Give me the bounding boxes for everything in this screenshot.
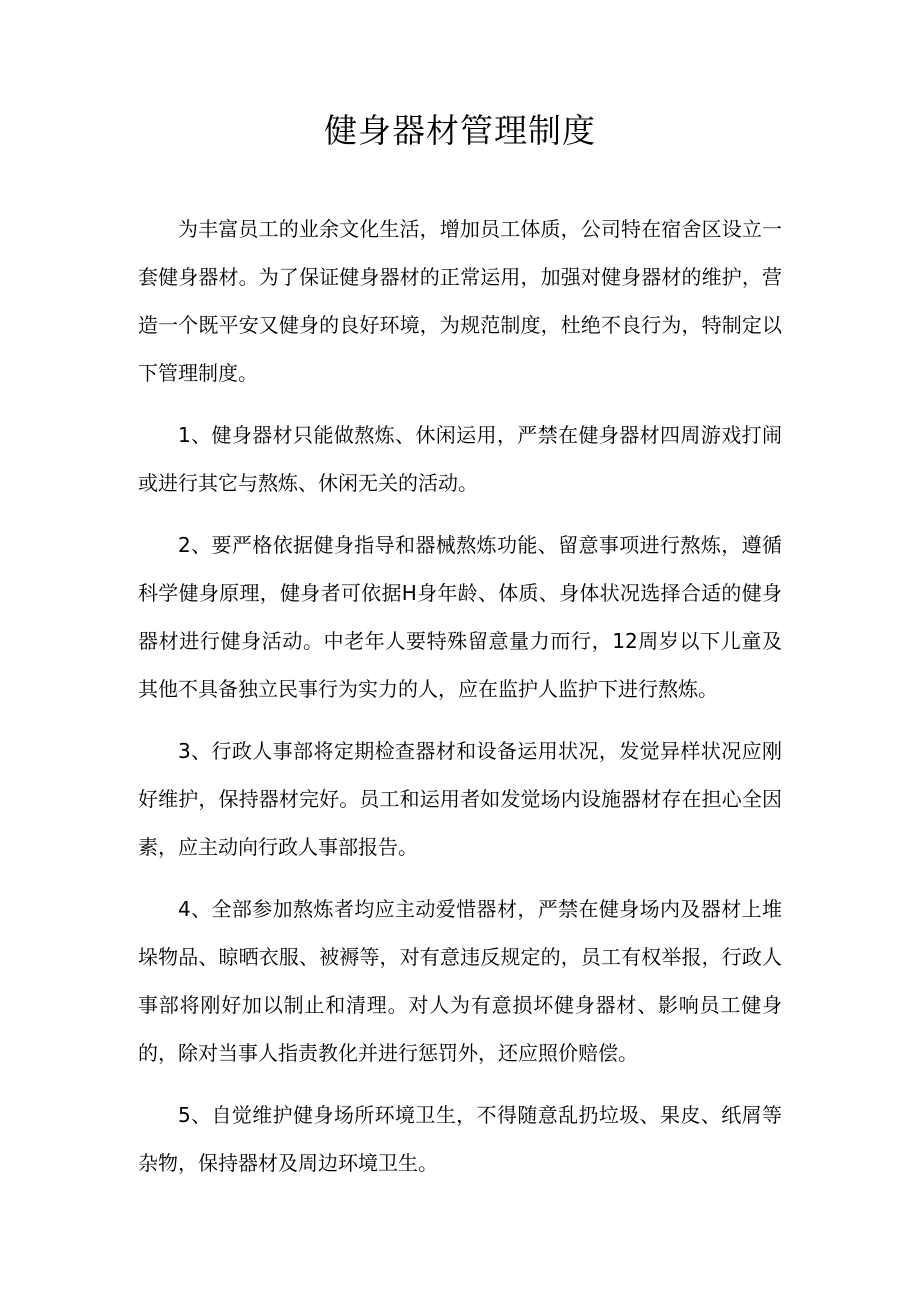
rule-4-paragraph: 4、全部参加熬炼者均应主动爱惜器材，严禁在健身场内及器材上堆垛物品、晾晒衣服、被褥等，对有意违反规定的，员工有权举报，行政人事部将刚好加以制止和清理。对人为有意损坏健身器材、影响员工健身的，除对当事人指责教化并进行惩罚外，还应照价赔偿。 xyxy=(138,897,782,1065)
document-body xyxy=(138,205,782,1201)
rule-3-paragraph: 3、行政人事部将定期检查器材和设备运用状况，发觉异样状况应刚好维护，保持器材完好。员工和运用者如发觉场内设施器材存在担心全因素，应主动向行政人事部报告。 xyxy=(138,739,782,859)
rule-5-paragraph: 5、自觉维护健身场所环境卫生，不得随意乱扔垃圾、果皮、纸屑等杂物，保持器材及周边环境卫生。 xyxy=(138,1103,782,1175)
intro-paragraph: 为丰富员工的业余文化生活，增加员工体质，公司特在宿舍区设立一套健身器材。为了保证健身器材的正常运用，加强对健身器材的维护，营造一个既平安又健身的良好环境，为规范制度，杜绝不良行为，特制定以下管理制度。 xyxy=(138,217,782,385)
document-title: 健身器材管理制度 xyxy=(324,111,596,150)
rule-1-paragraph: 1、健身器材只能做熬炼、休闲运用，严禁在健身器材四周游戏打闹或进行其它与熬炼、休闲无关的活动。 xyxy=(138,423,782,495)
rule-2-paragraph: 2、要严格依据健身指导和器械熬炼功能、留意事项进行熬炼，遵循科学健身原理，健身者可依据H身年龄、体质、身体状况选择合适的健身器材进行健身活动。中老年人要特殊留意量力而行，12周岁以下儿童及其他不具备独立民事行为实力的人，应在监护人监护下进行熬炼。 xyxy=(138,533,782,701)
